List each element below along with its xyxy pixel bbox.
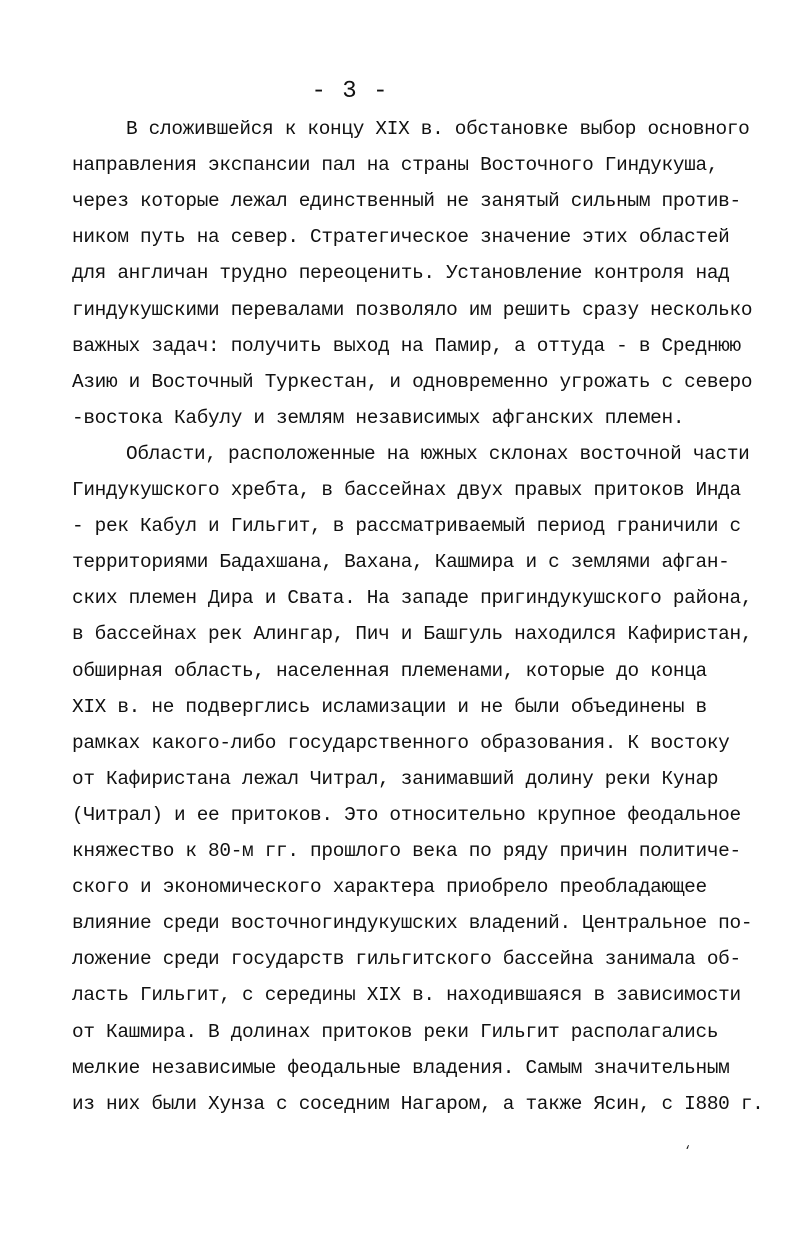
text-line: В сложившейся к концу XIX в. обстановке выбор основного bbox=[126, 118, 750, 140]
text-line: в бассейнах рек Алингар, Пич и Башгуль находился Кафиристан, bbox=[72, 623, 753, 645]
text-line: важных задач: получить выход на Памир, а оттуда - в Среднюю bbox=[72, 335, 741, 357]
text-line: Азию и Восточный Туркестан, и одновременно угрожать с северо bbox=[72, 371, 753, 393]
text-line: княжество к 80-м гг. прошлого века по ряду причин политиче- bbox=[72, 840, 741, 862]
ink-mark: ‘ bbox=[684, 1144, 692, 1158]
text-line: мелкие независимые феодальные владения. Самым значительным bbox=[72, 1057, 730, 1079]
text-line: из них были Хунза с соседним Нагаром, а также Ясин, с I880 г. bbox=[72, 1093, 764, 1115]
page-number: - 3 - bbox=[311, 78, 389, 105]
text-line: -востока Кабулу и землям независимых афганских племен. bbox=[72, 407, 685, 429]
text-line: ских племен Дира и Свата. На западе пригиндукушского района, bbox=[72, 587, 753, 609]
text-line: от Кашмира. В долинах притоков реки Гильгит располагались bbox=[72, 1021, 719, 1043]
text-line: для англичан трудно переоценить. Установление контроля над bbox=[72, 262, 730, 284]
text-line: ложение среди государств гильгитского бассейна занимала об- bbox=[72, 948, 741, 970]
text-line: ником путь на север. Стратегическое значение этих областей bbox=[72, 226, 730, 248]
text-line: через которые лежал единственный не занятый сильным против- bbox=[72, 190, 741, 212]
text-line: ского и экономического характера приобрело преобладающее bbox=[72, 876, 707, 898]
text-line: обширная область, населенная племенами, которые до конца bbox=[72, 660, 707, 682]
text-line: Гиндукушского хребта, в бассейнах двух правых притоков Инда bbox=[72, 479, 741, 501]
text-line: территориями Бадахшана, Вахана, Кашмира и с землями афган- bbox=[72, 551, 730, 573]
text-line: (Читрал) и ее притоков. Это относительно крупное феодальное bbox=[72, 804, 741, 826]
text-line: влияние среди восточногиндукушских владений. Центральное по- bbox=[72, 912, 753, 934]
text-line: - рек Кабул и Гильгит, в рассматриваемый период граничили с bbox=[72, 515, 741, 537]
text-line: ласть Гильгит, с середины XIX в. находившаяся в зависимости bbox=[72, 984, 741, 1006]
text-line: от Кафиристана лежал Читрал, занимавший долину реки Кунар bbox=[72, 768, 719, 790]
text-line: XIX в. не подверглись исламизации и не были объединены в bbox=[72, 696, 707, 718]
text-line: гиндукушскими перевалами позволяло им решить сразу несколько bbox=[72, 299, 753, 321]
text-line: направления экспансии пал на страны Восточного Гиндукуша, bbox=[72, 154, 719, 176]
text-line: рамках какого-либо государственного образования. К востоку bbox=[72, 732, 730, 754]
text-line: Области, расположенные на южных склонах восточной части bbox=[126, 443, 750, 465]
